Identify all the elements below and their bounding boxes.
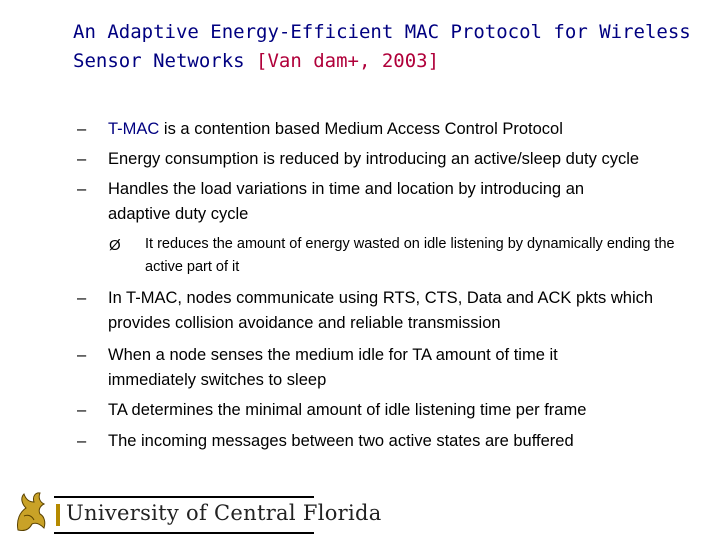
- pegasus-icon: [10, 490, 50, 535]
- bullet-highlight: T-MAC: [108, 120, 160, 138]
- bullet-text: When a node senses the medium idle for TA amount of time it immediately switches to sleep: [108, 346, 558, 389]
- bullet-marker: –: [77, 120, 87, 138]
- bullet-text: The incoming messages between two active states are buffered: [108, 432, 574, 450]
- bullet-text-rest: is a contention based Medium Access Control Protocol: [159, 120, 563, 138]
- bullet-marker: –: [77, 150, 87, 168]
- bullet-marker: –: [77, 180, 87, 198]
- footer: [0, 490, 720, 540]
- sub-bullet-text: It reduces the amount of energy wasted on idle listening by dynamically ending the active part of it: [145, 236, 675, 275]
- university-logo: [54, 496, 382, 534]
- bullet-marker: –: [77, 346, 87, 364]
- logo-accent-bar: [56, 504, 60, 526]
- bullet-marker: –: [77, 289, 87, 307]
- bullet-text: Energy consumption is reduced by introducing an active/sleep duty cycle: [108, 150, 640, 168]
- bullet-text: TA determines the minimal amount of idle listening time per frame: [108, 401, 587, 419]
- arrow-bullet-icon: Ø: [109, 237, 121, 254]
- bullet-text: [108, 117, 708, 142]
- university-name: University of Central Florida: [66, 501, 382, 525]
- bullet-text: In T-MAC, nodes communicate using RTS, CTS, Data and ACK pkts which provides collision avoidance and reliable transmission: [108, 289, 654, 332]
- title-line-1: An Adaptive Energy-Efficient MAC Protocol for Wireless: [73, 21, 691, 43]
- bullet-marker: –: [77, 432, 87, 450]
- title-line-2-text: Sensor Networks: [73, 50, 257, 72]
- bullet-marker: –: [77, 401, 87, 419]
- bullet-text: Handles the load variations in time and location by introducing an adaptive duty cycle: [108, 180, 585, 223]
- title-citation: [Van dam+, 2003]: [256, 50, 440, 72]
